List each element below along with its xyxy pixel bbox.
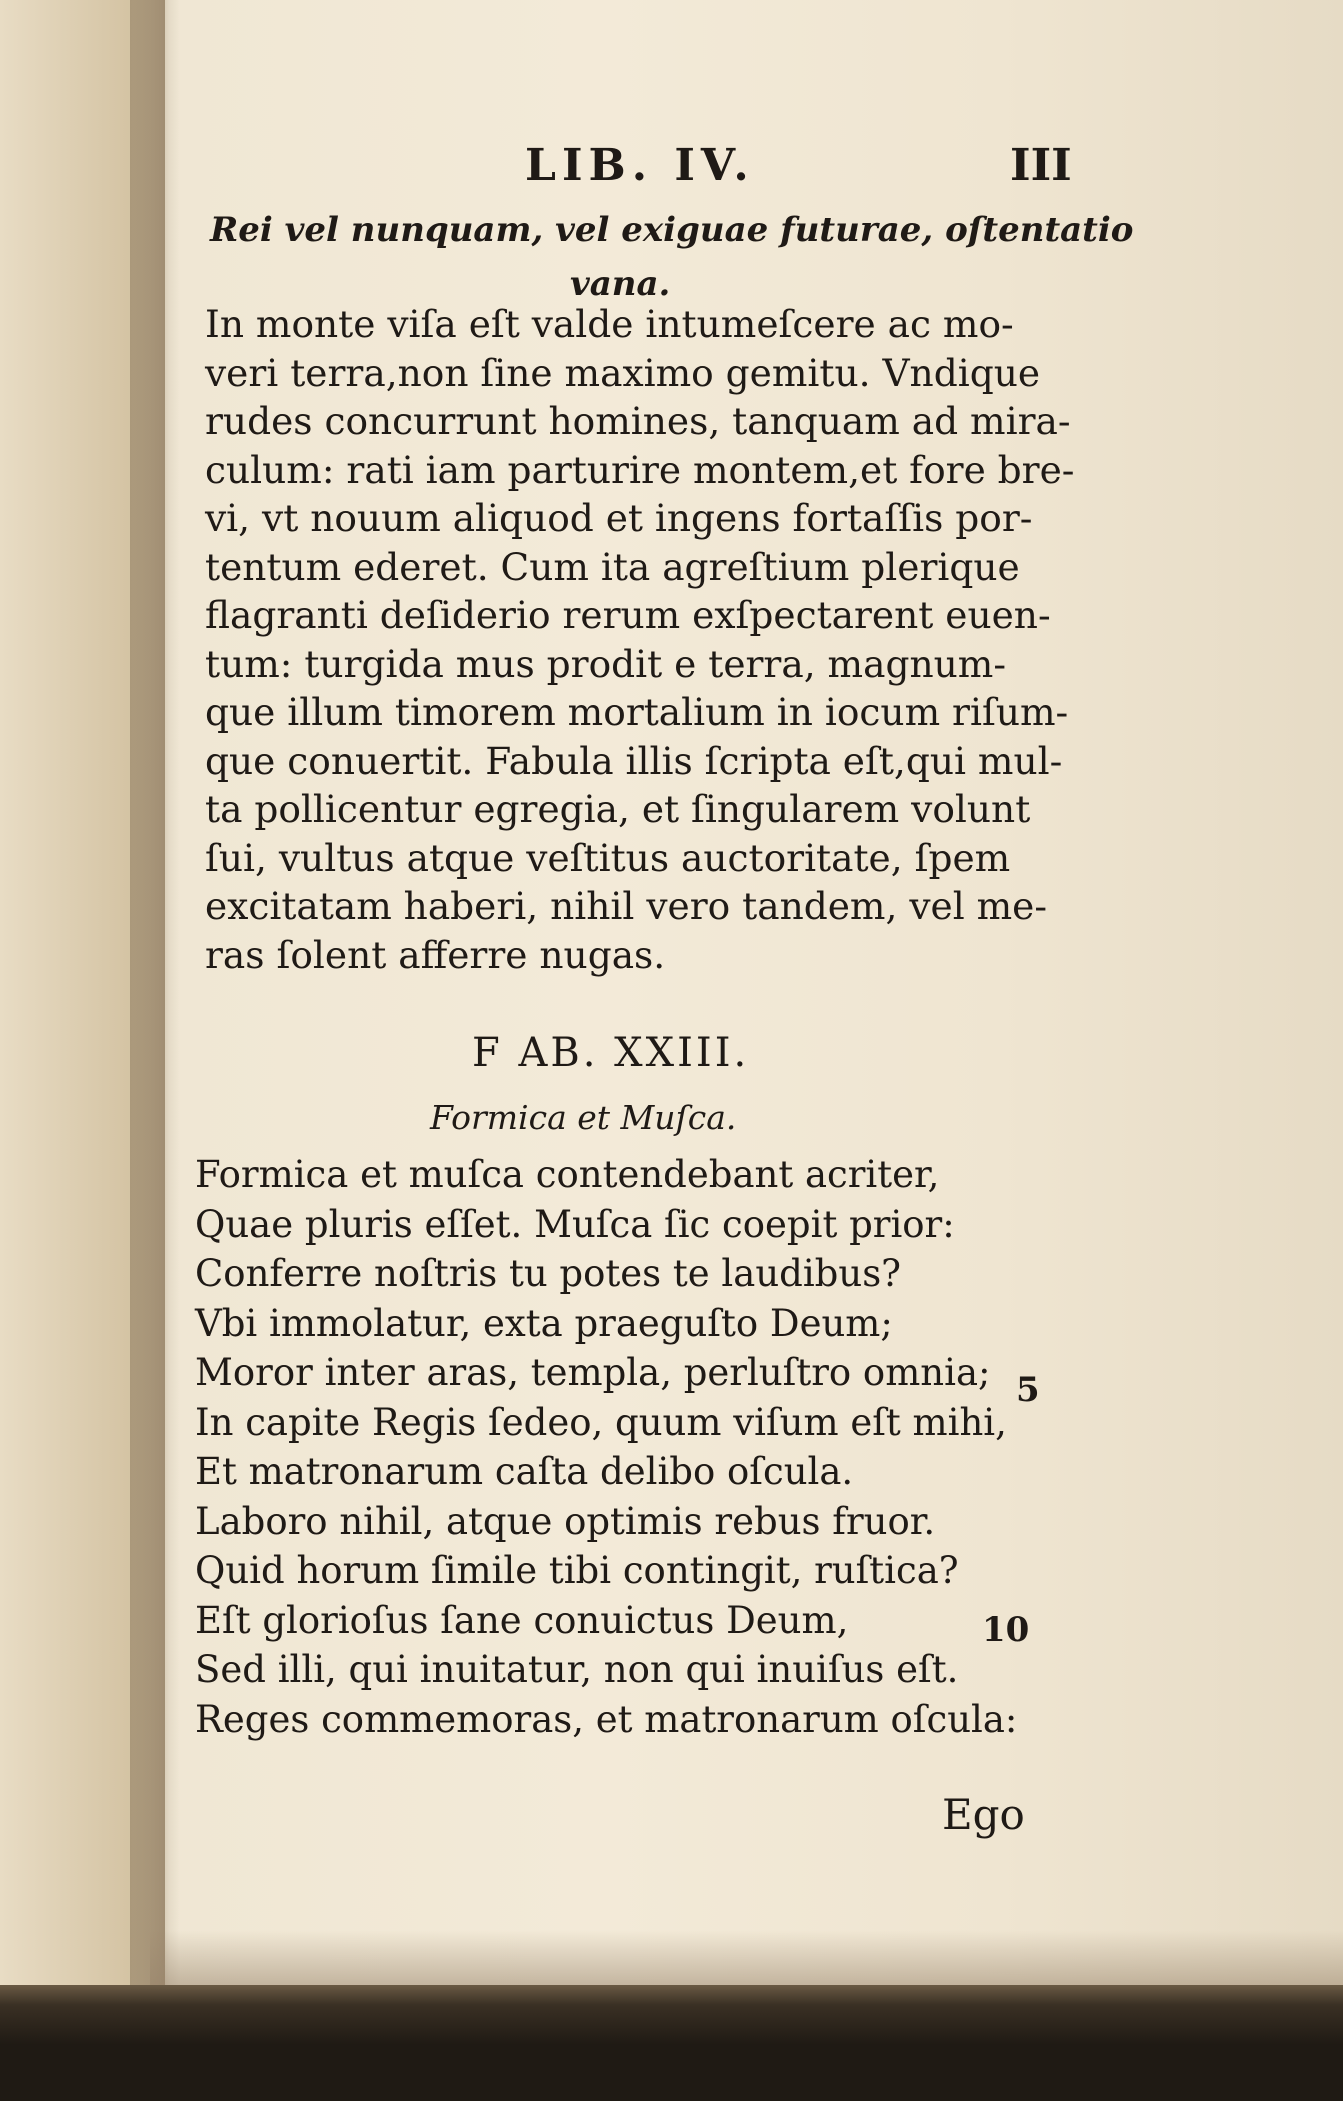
prose-line: excitatam haberi, nihil vero tandem, vel me- (205, 884, 1048, 928)
prose-line: ſui, vultus atque veſtitus auctoritate, ſpem (205, 835, 1011, 880)
verse-line: Reges commemoras, et matronarum oſcula: (195, 1697, 1018, 1741)
catchword: Ego (942, 1790, 1025, 1839)
verse-block (195, 1150, 1018, 1744)
prose-line: tum: turgida mus prodit e terra, magnum- (205, 641, 1007, 686)
page-bottom-shadow (150, 1930, 1343, 1985)
line-number-10: 10 (982, 1610, 1030, 1650)
gutter-shadow (130, 0, 180, 2000)
line-number-5: 5 (1016, 1370, 1040, 1410)
prose-line: In monte viſa eſt valde intumeſcere ac mo- (205, 302, 1014, 346)
fable-subtitle: Formica et Muſca. (430, 1098, 737, 1137)
verse-line: Moror inter aras, templa, perluſtro omnia; (195, 1351, 991, 1394)
prose-block (205, 300, 1075, 979)
argument-line-1: Rei vel nunquam, vel exiguae futurae, oſtentatio (210, 210, 1134, 250)
verse-line: Quid horum ſimile tibi contingit, ruſtica? (195, 1549, 959, 1592)
verse-line: Vbi immolatur, exta praeguſto Deum; (195, 1301, 893, 1345)
book-bottom-edge (0, 1985, 1343, 2101)
verse-line: Quae pluris eſſet. Muſca ſic coepit prior: (195, 1202, 955, 1246)
verse-line: In capite Regis ſedeo, quum viſum eſt mihi, (195, 1400, 1007, 1444)
verse-line: Sed illi, qui inuitatur, non qui inuiſus eſt. (195, 1648, 959, 1691)
prose-line: veri terra,non ſine maximo gemitu. Vndique (205, 350, 1041, 395)
prose-line: culum: rati iam parturire montem,et fore bre- (205, 447, 1075, 492)
prose-line: ras ſolent afferre nugas. (205, 932, 666, 977)
verse-line: Laboro nihil, atque optimis rebus fruor. (195, 1499, 936, 1543)
fable-title: F AB. XXIII. (472, 1030, 750, 1076)
prose-line: ta pollicentur egregia, et ſingularem volunt (205, 787, 1031, 831)
prose-line: flagranti deſiderio rerum exſpectarent euen- (205, 593, 1051, 637)
running-title: LIB. IV. (525, 140, 755, 191)
prose-line: que conuertit. Fabula illis ſcripta eſt,qui mul- (205, 738, 1063, 783)
page-number: III (1010, 140, 1072, 191)
verse-line: Eſt glorioſus ſane conuictus Deum, (195, 1598, 849, 1642)
argument-line-2: vana. (570, 264, 671, 304)
prose-line: tentum ederet. Cum ita agreſtium plerique (205, 544, 1020, 589)
prose-line: que illum timorem mortalium in iocum riſum- (205, 690, 1069, 734)
verse-line: Formica et muſca contendebant acriter, (195, 1153, 940, 1196)
prose-line: rudes concurrunt homines, tanquam ad mira- (205, 399, 1071, 443)
verse-line: Et matronarum caſta delibo oſcula. (195, 1450, 854, 1493)
prose-line: vi, vt nouum aliquod et ingens fortaſſis por- (205, 496, 1033, 540)
verse-line: Conferre noſtris tu potes te laudibus? (195, 1252, 902, 1295)
